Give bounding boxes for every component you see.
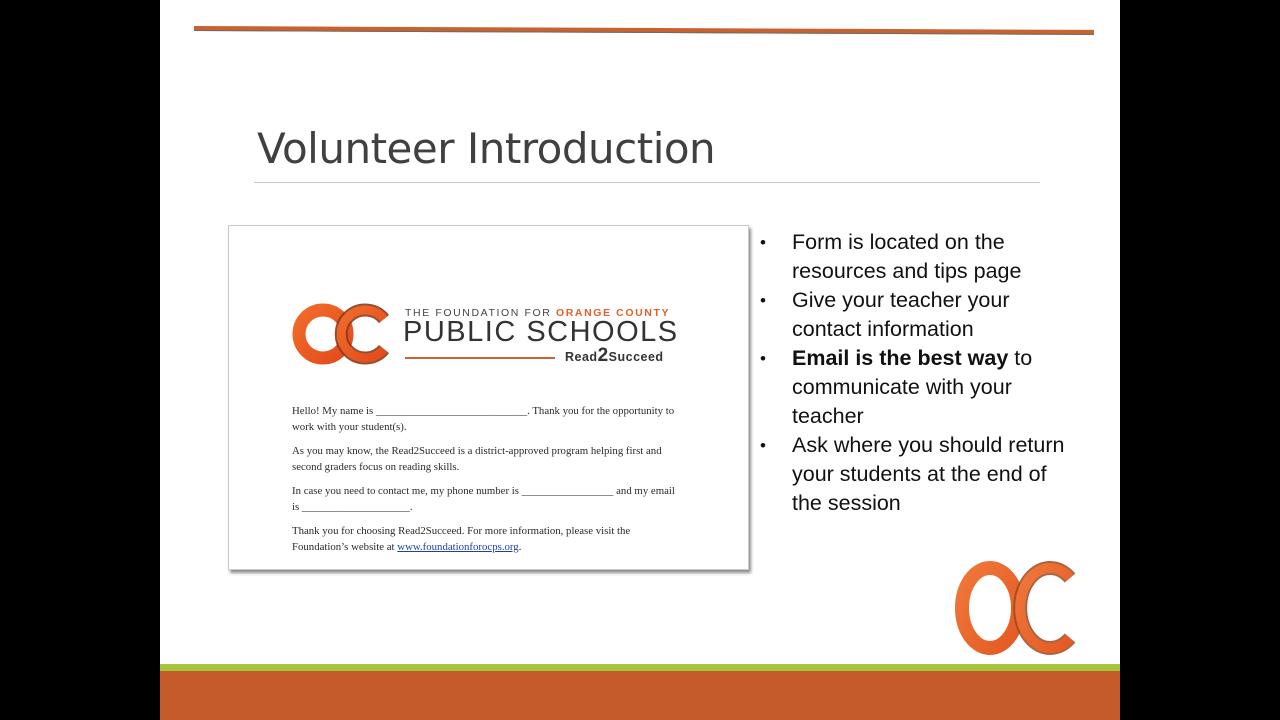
bullet-dot: • — [760, 349, 766, 368]
letter-closing — [292, 524, 684, 555]
letter-paragraph: Hello! My name is ____________________________. Thank you for the opportunity to work with your student(s). — [292, 405, 675, 433]
form-letter — [292, 404, 684, 564]
footer-bar — [160, 671, 1120, 720]
bullet-dot: • — [760, 233, 766, 252]
bullet-text: to communicate with your teacher — [792, 346, 1033, 428]
bullet-item — [760, 344, 1080, 431]
slide — [160, 0, 1120, 720]
letter-paragraph: As you may know, the Read2Succeed is a district-approved program helping first and second graders focus on reading skills. — [292, 445, 662, 473]
bullet-text: Ask where you should return your students at the end of the session — [792, 433, 1065, 515]
oc-logo-icon — [952, 556, 1078, 660]
bullet-item — [760, 286, 1080, 344]
org-divider — [405, 357, 555, 359]
org-prefix: THE FOUNDATION FOR — [405, 307, 556, 319]
program-name — [565, 345, 664, 366]
introduction-form-image — [228, 225, 749, 570]
bullet-dot: • — [760, 436, 766, 455]
closing-end: . — [518, 540, 522, 553]
bullet-list — [760, 228, 1080, 518]
program-name-b: Succeed — [608, 350, 664, 364]
bullet-dot: • — [760, 291, 766, 310]
footer-accent-bar — [160, 664, 1120, 671]
program-name-2: 2 — [597, 345, 609, 366]
bullet-item — [760, 431, 1080, 518]
letter-paragraph: In case you need to contact me, my phone number is _________________ and my email is ____________________. — [292, 485, 675, 513]
top-divider — [194, 26, 1094, 35]
org-name: PUBLIC SCHOOLS — [403, 316, 679, 348]
bullet-item — [760, 228, 1080, 286]
bullet-text: Give your teacher your contact information — [792, 288, 1010, 341]
org-county: ORANGE COUNTY — [555, 307, 671, 319]
bullet-text: Form is located on the resources and tips page — [792, 230, 1022, 283]
bullet-bold: Email is the best way — [792, 346, 1009, 370]
slide-title: Volunteer Introduction — [257, 124, 716, 173]
oc-logo-icon — [291, 302, 391, 366]
foundation-website-link: www.foundationforocps.org — [397, 540, 519, 553]
program-name-a: Read — [565, 350, 598, 364]
title-divider — [254, 182, 1040, 183]
closing-text: Thank you for choosing Read2Succeed. For more information, please visit the Foundation’s website at — [292, 525, 631, 553]
